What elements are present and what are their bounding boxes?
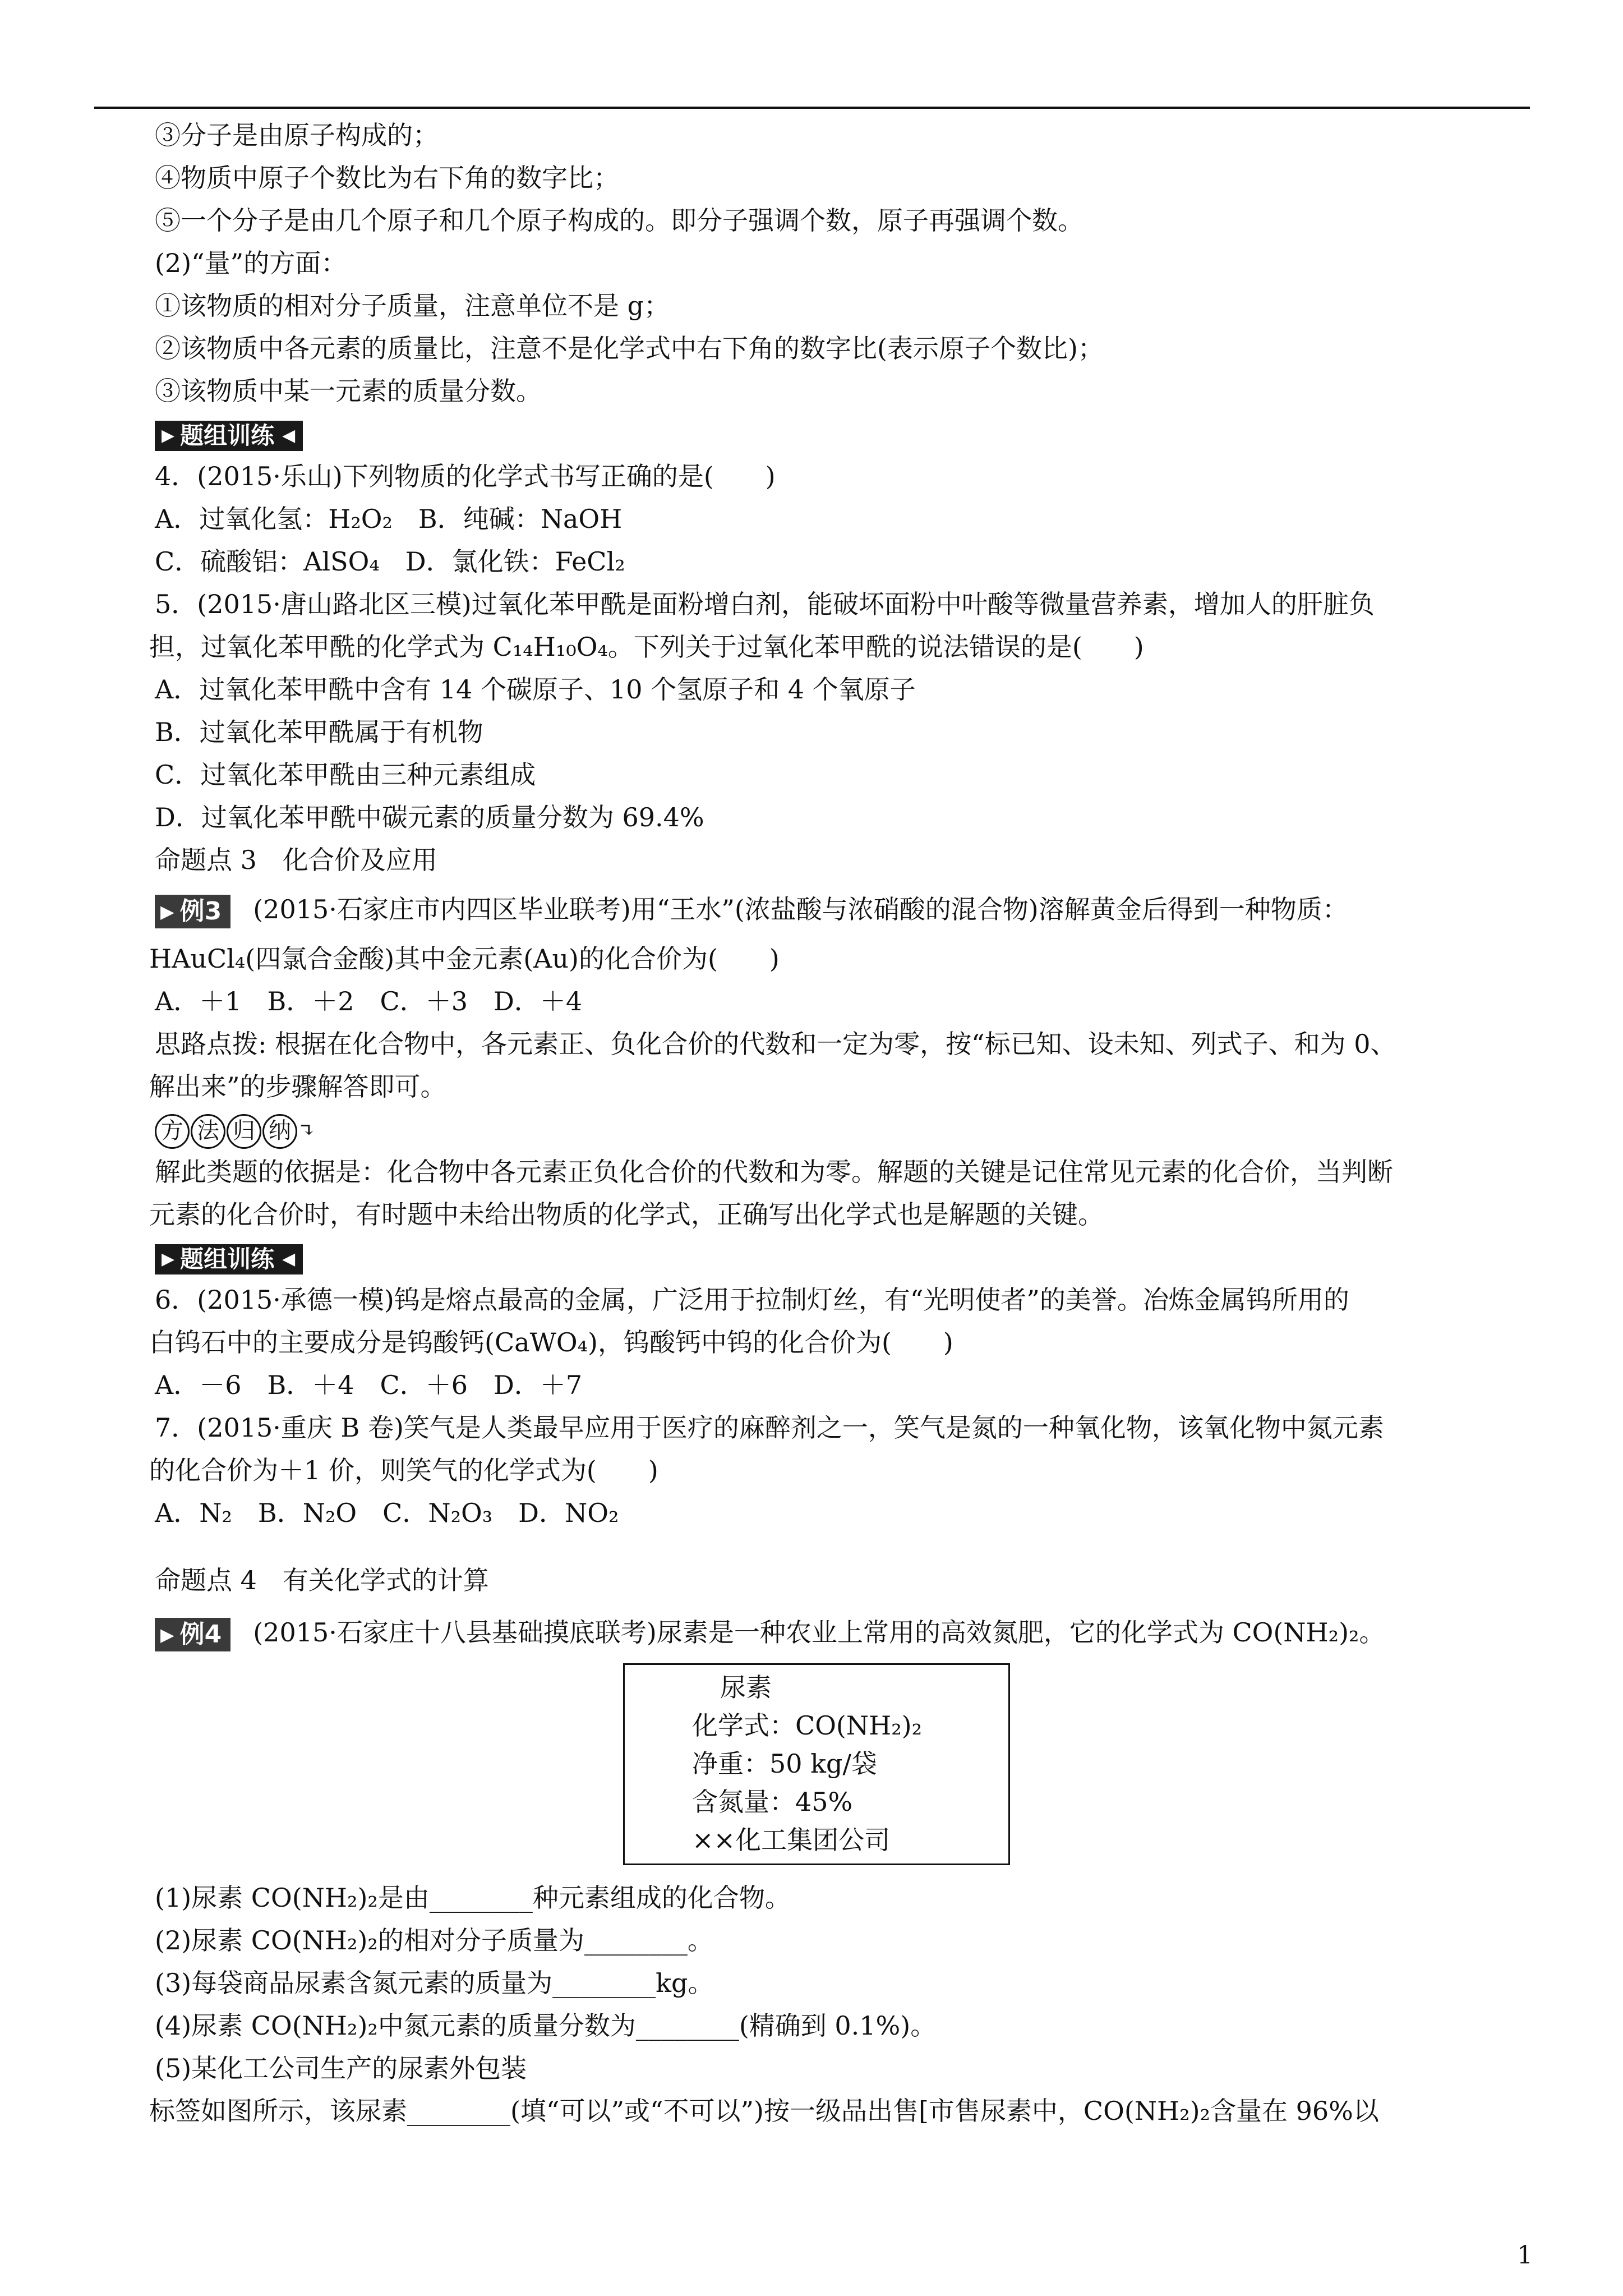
training-badge-label: 题组训练 <box>180 422 275 449</box>
sub-question-4: (4)尿素 CO(NH₂)₂中氮元素的质量分数为________(精确到 0.1%)。 <box>155 2010 937 2041</box>
text-line: ②该物质中各元素的质量比，注意不是化学式中右下角的数字比(表示原子个数比)； <box>155 333 1104 364</box>
label-company: ××化工集团公司 <box>692 1825 891 1855</box>
question-7-stem: 7．(2015·重庆 B 卷)笑气是人类最早应用于医疗的麻醉剂之一，笑气是氮的一种氧化物，该氧化物中氮元素 <box>155 1412 1384 1443</box>
example-3-text-cont: HAuCl₄(四氯合金酸)其中金元素(Au)的化合价为( ) <box>149 944 780 974</box>
text-line: ④物质中原子个数比为右下角的数字比； <box>155 163 619 193</box>
document-body <box>149 114 1523 2132</box>
example-3-text: (2015·石家庄市内四区毕业联考)用“王水”(浓盐酸与浓硝酸的混合物)溶解黄金后得到一种物质： <box>253 894 1348 924</box>
hook-arrow-icon: ↴ <box>298 1119 316 1142</box>
text-line: ③该物质中某一元素的质量分数。 <box>155 376 542 406</box>
training-badge <box>155 1244 303 1274</box>
play-icon: ▶ <box>160 901 174 922</box>
example-4-badge <box>155 1618 230 1651</box>
example-3-label: 例3 <box>179 897 222 926</box>
question-6-stem-cont: 白钨石中的主要成分是钨酸钙(CaWO₄)，钨酸钙中钨的化合价为( ) <box>149 1327 953 1358</box>
training-header <box>155 1236 1523 1278</box>
text-line: ③分子是由原子构成的； <box>155 120 439 150</box>
example-3-line <box>155 881 1523 937</box>
question-5-option-a: A．过氧化苯甲酰中含有 14 个碳原子、10 个氢原子和 4 个氧原子 <box>155 674 916 705</box>
method-char: 法 <box>191 1114 225 1149</box>
training-header <box>155 412 1523 455</box>
sub-question-2: (2)尿素 CO(NH₂)₂的相对分子质量为________。 <box>155 1925 713 1955</box>
method-text: 解此类题的依据是：化合物中各元素正负化合价的代数和为零。解题的关键是记住常见元素的化合价，当判断 <box>155 1157 1393 1187</box>
question-5-option-d: D．过氧化苯甲酰中碳元素的质量分数为 69.4% <box>155 802 704 832</box>
method-text-cont: 元素的化合价时，有时题中未给出物质的化学式，正确写出化学式也是解题的关键。 <box>149 1199 1104 1230</box>
header-rule <box>94 107 1530 109</box>
text-line: ①该物质的相对分子质量，注意单位不是 g； <box>155 291 670 321</box>
question-7-stem-cont: 的化合价为＋1 价，则笑气的化学式为( ) <box>149 1455 658 1485</box>
text-line: ⑤一个分子是由几个原子和几个原子构成的。即分子强调个数，原子再强调个数。 <box>155 205 1083 236</box>
page-number: 1 <box>1517 2241 1533 2270</box>
question-7-options: A．N₂ B．N₂O C．N₂O₃ D．NO₂ <box>155 1498 619 1528</box>
training-badge <box>155 421 303 451</box>
question-5-option-c: C．过氧化苯甲酰由三种元素组成 <box>155 760 536 790</box>
training-badge-label: 题组训练 <box>180 1245 275 1273</box>
question-4-stem: 4．(2015·乐山)下列物质的化学式书写正确的是( ) <box>155 461 776 491</box>
example-4-label: 例4 <box>179 1620 222 1649</box>
topic-4-heading: 命题点 4 有关化学式的计算 <box>155 1565 489 1595</box>
example-4-text: (2015·石家庄十八县基础摸底联考)尿素是一种农业上常用的高效氮肥，它的化学式为 CO(NH₂)₂。 <box>253 1617 1385 1648</box>
question-4-options-cd: C．硫酸铝：AlSO₄ D．氯化铁：FeCl₂ <box>155 546 625 577</box>
label-nitrogen-content: 含氮量：45% <box>692 1787 853 1817</box>
example-3-badge <box>155 895 230 928</box>
spacer <box>155 1534 1523 1559</box>
play-icon: ▶ <box>162 426 175 445</box>
method-char: 归 <box>227 1114 261 1149</box>
product-label-box <box>623 1663 1010 1865</box>
question-4-options-ab: A．过氧化氢：H₂O₂ B．纯碱：NaOH <box>155 504 623 534</box>
question-5-option-b: B．过氧化苯甲酰属于有机物 <box>155 717 483 747</box>
product-label-figure <box>155 1663 1523 1876</box>
sub-question-5-cont: 标签如图所示，该尿素________(填“可以”或“不可以”)按一级品出售[市售尿素中，CO(NH₂)₂含量在 96%以 <box>149 2096 1379 2126</box>
method-summary-header <box>155 1108 1523 1151</box>
back-arrow-icon: ◀ <box>282 1249 296 1269</box>
topic-3-heading: 命题点 3 化合价及应用 <box>155 845 437 875</box>
label-product-name: 尿素 <box>720 1672 772 1703</box>
sub-question-1: (1)尿素 CO(NH₂)₂是由________种元素组成的化合物。 <box>155 1883 791 1913</box>
method-summary-badge <box>155 1108 316 1151</box>
text-line: (2)“量”的方面： <box>155 248 347 278</box>
sub-question-3: (3)每袋商品尿素含氮元素的质量为________kg。 <box>155 1968 714 1998</box>
label-formula: 化学式：CO(NH₂)₂ <box>692 1710 923 1741</box>
back-arrow-icon: ◀ <box>282 426 296 445</box>
play-icon: ▶ <box>160 1624 174 1645</box>
question-6-options: A．－6 B．＋4 C．＋6 D．＋7 <box>155 1370 583 1400</box>
example-4-line <box>155 1602 1523 1663</box>
hint-text-cont: 解出来”的步骤解答即可。 <box>149 1071 446 1102</box>
hint-text: 思路点拨: 根据在化合物中，各元素正、负化合价的代数和一定为零，按“标已知、设未知、列式子、和为 0、 <box>155 1029 1396 1059</box>
question-5-stem: 5．(2015·唐山路北区三模)过氧化苯甲酰是面粉增白剂，能破坏面粉中叶酸等微量营养素，增加人的肝脏负 <box>155 589 1375 619</box>
play-icon: ▶ <box>162 1249 175 1269</box>
method-char: 纳 <box>262 1114 297 1149</box>
example-3-options: A．＋1 B．＋2 C．＋3 D．＋4 <box>155 986 583 1016</box>
question-5-stem-cont: 担，过氧化苯甲酰的化学式为 C₁₄H₁₀O₄。下列关于过氧化苯甲酰的说法错误的是( ) <box>149 632 1144 662</box>
label-net-weight: 净重：50 kg/袋 <box>692 1749 877 1779</box>
question-6-stem: 6．(2015·承德一模)钨是熔点最高的金属，广泛用于拉制灯丝，有“光明使者”的美誉。冶炼金属钨所用的 <box>155 1285 1349 1315</box>
sub-question-5: (5)某化工公司生产的尿素外包装 <box>155 2053 527 2083</box>
method-char: 方 <box>155 1114 190 1149</box>
